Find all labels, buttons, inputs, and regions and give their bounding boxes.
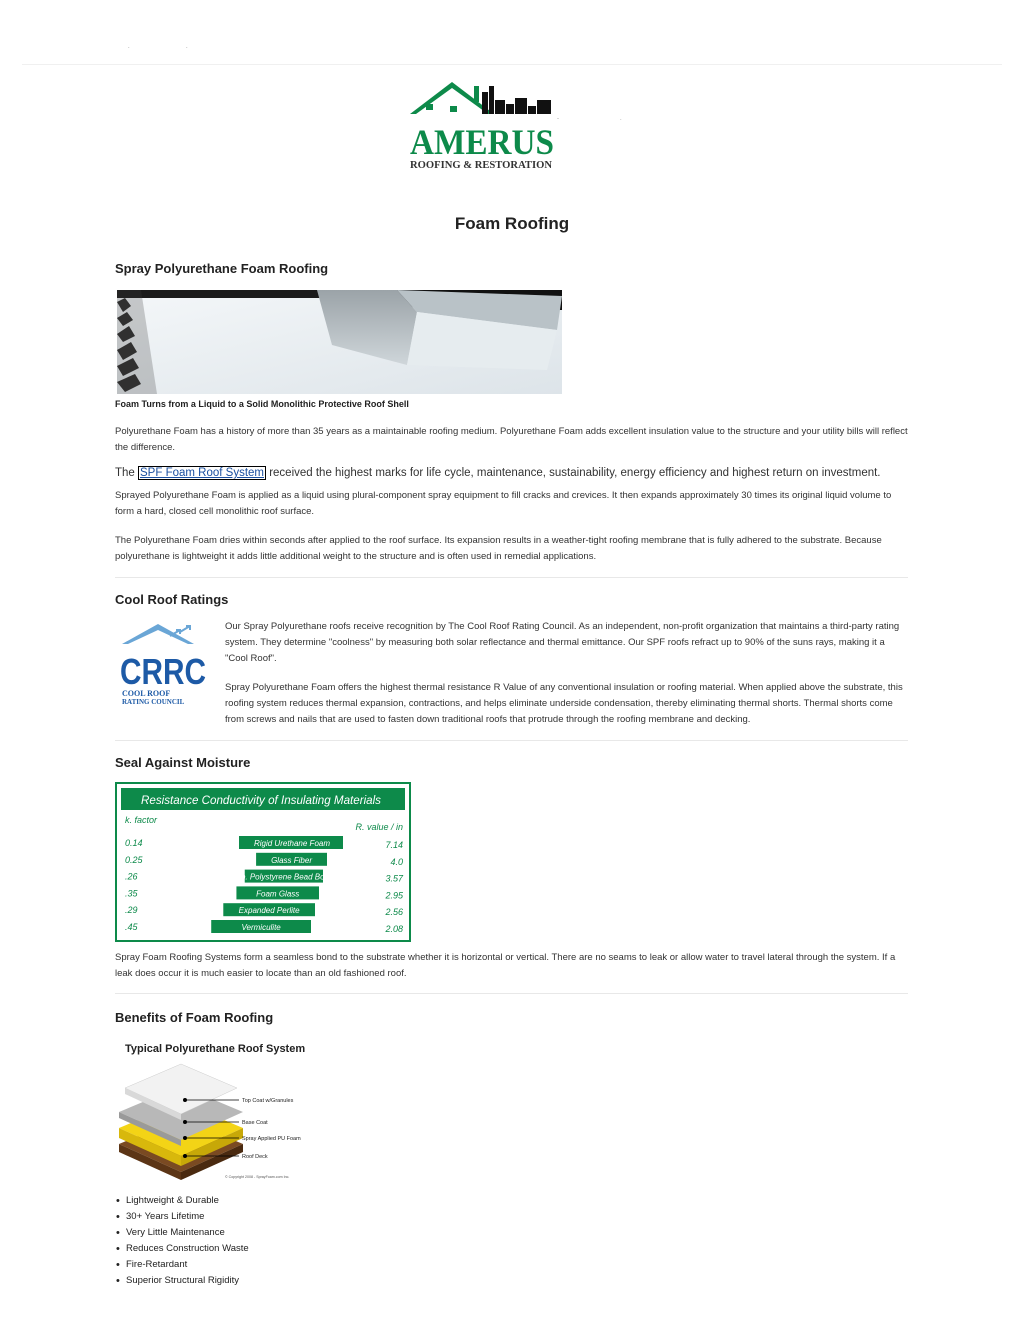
diagram-label: Roof Deck [242, 1154, 268, 1160]
section-heading-cool: Cool Roof Ratings [115, 592, 229, 607]
r-value-label: 7.14 [385, 840, 403, 850]
bar-label: Rigid Urethane Foam [253, 839, 331, 848]
r-value-label: 4.0 [390, 856, 403, 867]
list-item: • Superior Structural Rigidity [115, 1273, 249, 1289]
k-factor-label: 0.14 [125, 838, 143, 848]
right-axis-label: R. value / in [355, 822, 403, 832]
paragraph: Spray Foam Roofing Systems form a seamless bond to the substrate whether it is horizontal or vertical. There are no seams to leak or allow water to travel lateral through the system. If a leak does occur it is much easier to locate than an old fashioned roof. [115, 952, 896, 979]
page-title: Foam Roofing [454, 214, 570, 233]
lead-paragraph [115, 467, 915, 479]
crrc-letters: CRRC [120, 651, 206, 692]
k-factor-label: 0.25 [125, 854, 143, 865]
lead-text: The [115, 467, 139, 479]
bar-label: Exp. Polystyrene Bead Board [231, 872, 337, 882]
nav-divider [22, 64, 1002, 65]
paragraph: Sprayed Polyurethane Foam is applied as a liquid using plural-component spray equipment to fill cracks and crevices. It then expands approximately 30 times its original liquid volume to form a hard, closed cell monolithic roof surface. [115, 490, 892, 517]
left-axis-label: k. factor [125, 815, 158, 825]
r-value-label: 2.08 [385, 924, 403, 934]
logo-house-icon [410, 82, 494, 114]
insulation-chart-svg [117, 784, 409, 940]
insulation-chart [115, 782, 411, 942]
crrc-logo [118, 620, 208, 706]
bar-label: Foam Glass [256, 889, 300, 899]
bar-label: Vermiculite [241, 923, 281, 932]
diagram-title: Typical Polyurethane Roof System [125, 1043, 306, 1055]
diagram-label: Spray Applied PU Foam [242, 1136, 301, 1142]
k-factor-label: .45 [125, 922, 138, 932]
lead-text: received the highest marks for life cycle, maintenance, sustainability, energy efficiency and highest return on investment. [266, 467, 881, 479]
roof-system-diagram [115, 1040, 315, 1185]
paragraph: Spray Polyurethane Foam offers the highest thermal resistance R Value of any conventional insulation or roofing material. When applied above the substrate, this roofing system reduces thermal expansion, contractions, and helps eliminate underside condensation, thereby eliminating thermal shorts. Thermal shorts come from screws and nails that are used to fasten down traditional roofs that protrude through the roofing membrane and decking. [225, 682, 903, 725]
list-item: • Very Little Maintenance [115, 1225, 249, 1241]
diagram-label: Base Coat [242, 1120, 268, 1126]
section-heading-spray: Spray Polyurethane Foam Roofing [115, 261, 329, 276]
list-item: • Fire-Retardant [115, 1257, 249, 1273]
paragraph: Polyurethane Foam has a history of more than 35 years as a maintainable roofing medium. Polyurethane Foam adds excellent insulation value to the structure and your utility bills will reflect the difference. [115, 426, 908, 453]
photo-caption: Foam Turns from a Liquid to a Solid Monolithic Protective Roof Shell [115, 399, 409, 409]
list-item: • 30+ Years Lifetime [115, 1209, 249, 1225]
paragraph: Our Spray Polyurethane roofs receive recognition by The Cool Roof Rating Council. As an independent, non-profit organization that maintains a third-party rating system. They determine "coolness" by measuring both solar reflectance and thermal emittance. Our SPF roofs refract up to 90% of the suns rays, making it a "Cool Roof". [225, 621, 900, 664]
section-divider [115, 740, 908, 741]
section-divider [115, 993, 908, 994]
r-value-label: 2.56 [385, 907, 403, 918]
section-heading-benefits: Benefits of Foam Roofing [115, 1010, 274, 1025]
bar-label: Glass Fiber [271, 855, 312, 865]
list-item: • Reduces Construction Waste [115, 1241, 249, 1257]
spf-foam-roof-system-link[interactable]: SPF Foam Roof System [140, 467, 264, 479]
chart-title: Resistance Conductivity of Insulating Materials [141, 793, 381, 807]
logo-tagline: ROOFING & RESTORATION [410, 160, 553, 171]
crrc-line: RATING COUNCIL [122, 698, 185, 706]
list-item: • Lightweight & Durable [115, 1193, 249, 1209]
nav-dot[interactable]: . [128, 44, 130, 50]
foam-roof-photo [117, 290, 562, 394]
r-value-label: 2.95 [385, 890, 403, 901]
r-value-label: 3.57 [385, 873, 403, 884]
section-heading-seal: Seal Against Moisture [115, 755, 251, 770]
amerus-logo[interactable] [408, 78, 558, 174]
crrc-line: COOL ROOF [122, 689, 171, 698]
nav-dot[interactable]: . [186, 44, 188, 50]
diagram-label: Top Coat w/Granules [242, 1098, 294, 1104]
paragraph: The Polyurethane Foam dries within seconds after applied to the roof surface. Its expansion results in a weather-tight roofing membrane that is fully adhered to the substrate. Because polyurethane is lightweight it adds little additional weight to the structure and is often used in remedial applications. [115, 535, 882, 562]
k-factor-label: .29 [125, 905, 138, 916]
top-nav [0, 0, 1024, 64]
benefits-list [115, 1193, 249, 1289]
logo-name: AMERUS [410, 122, 554, 162]
logo-extra: - [557, 116, 559, 122]
logo-extra: . [620, 116, 622, 122]
k-factor-label: .26 [125, 871, 138, 882]
section-divider [115, 577, 908, 578]
diagram-copyright: © Copyright 2008 - SprayFoam.com Inc. [225, 1175, 290, 1179]
logo-skyline-icon [482, 86, 551, 114]
bar-label: Expanded Perlite [238, 906, 300, 916]
k-factor-label: .35 [125, 888, 138, 899]
